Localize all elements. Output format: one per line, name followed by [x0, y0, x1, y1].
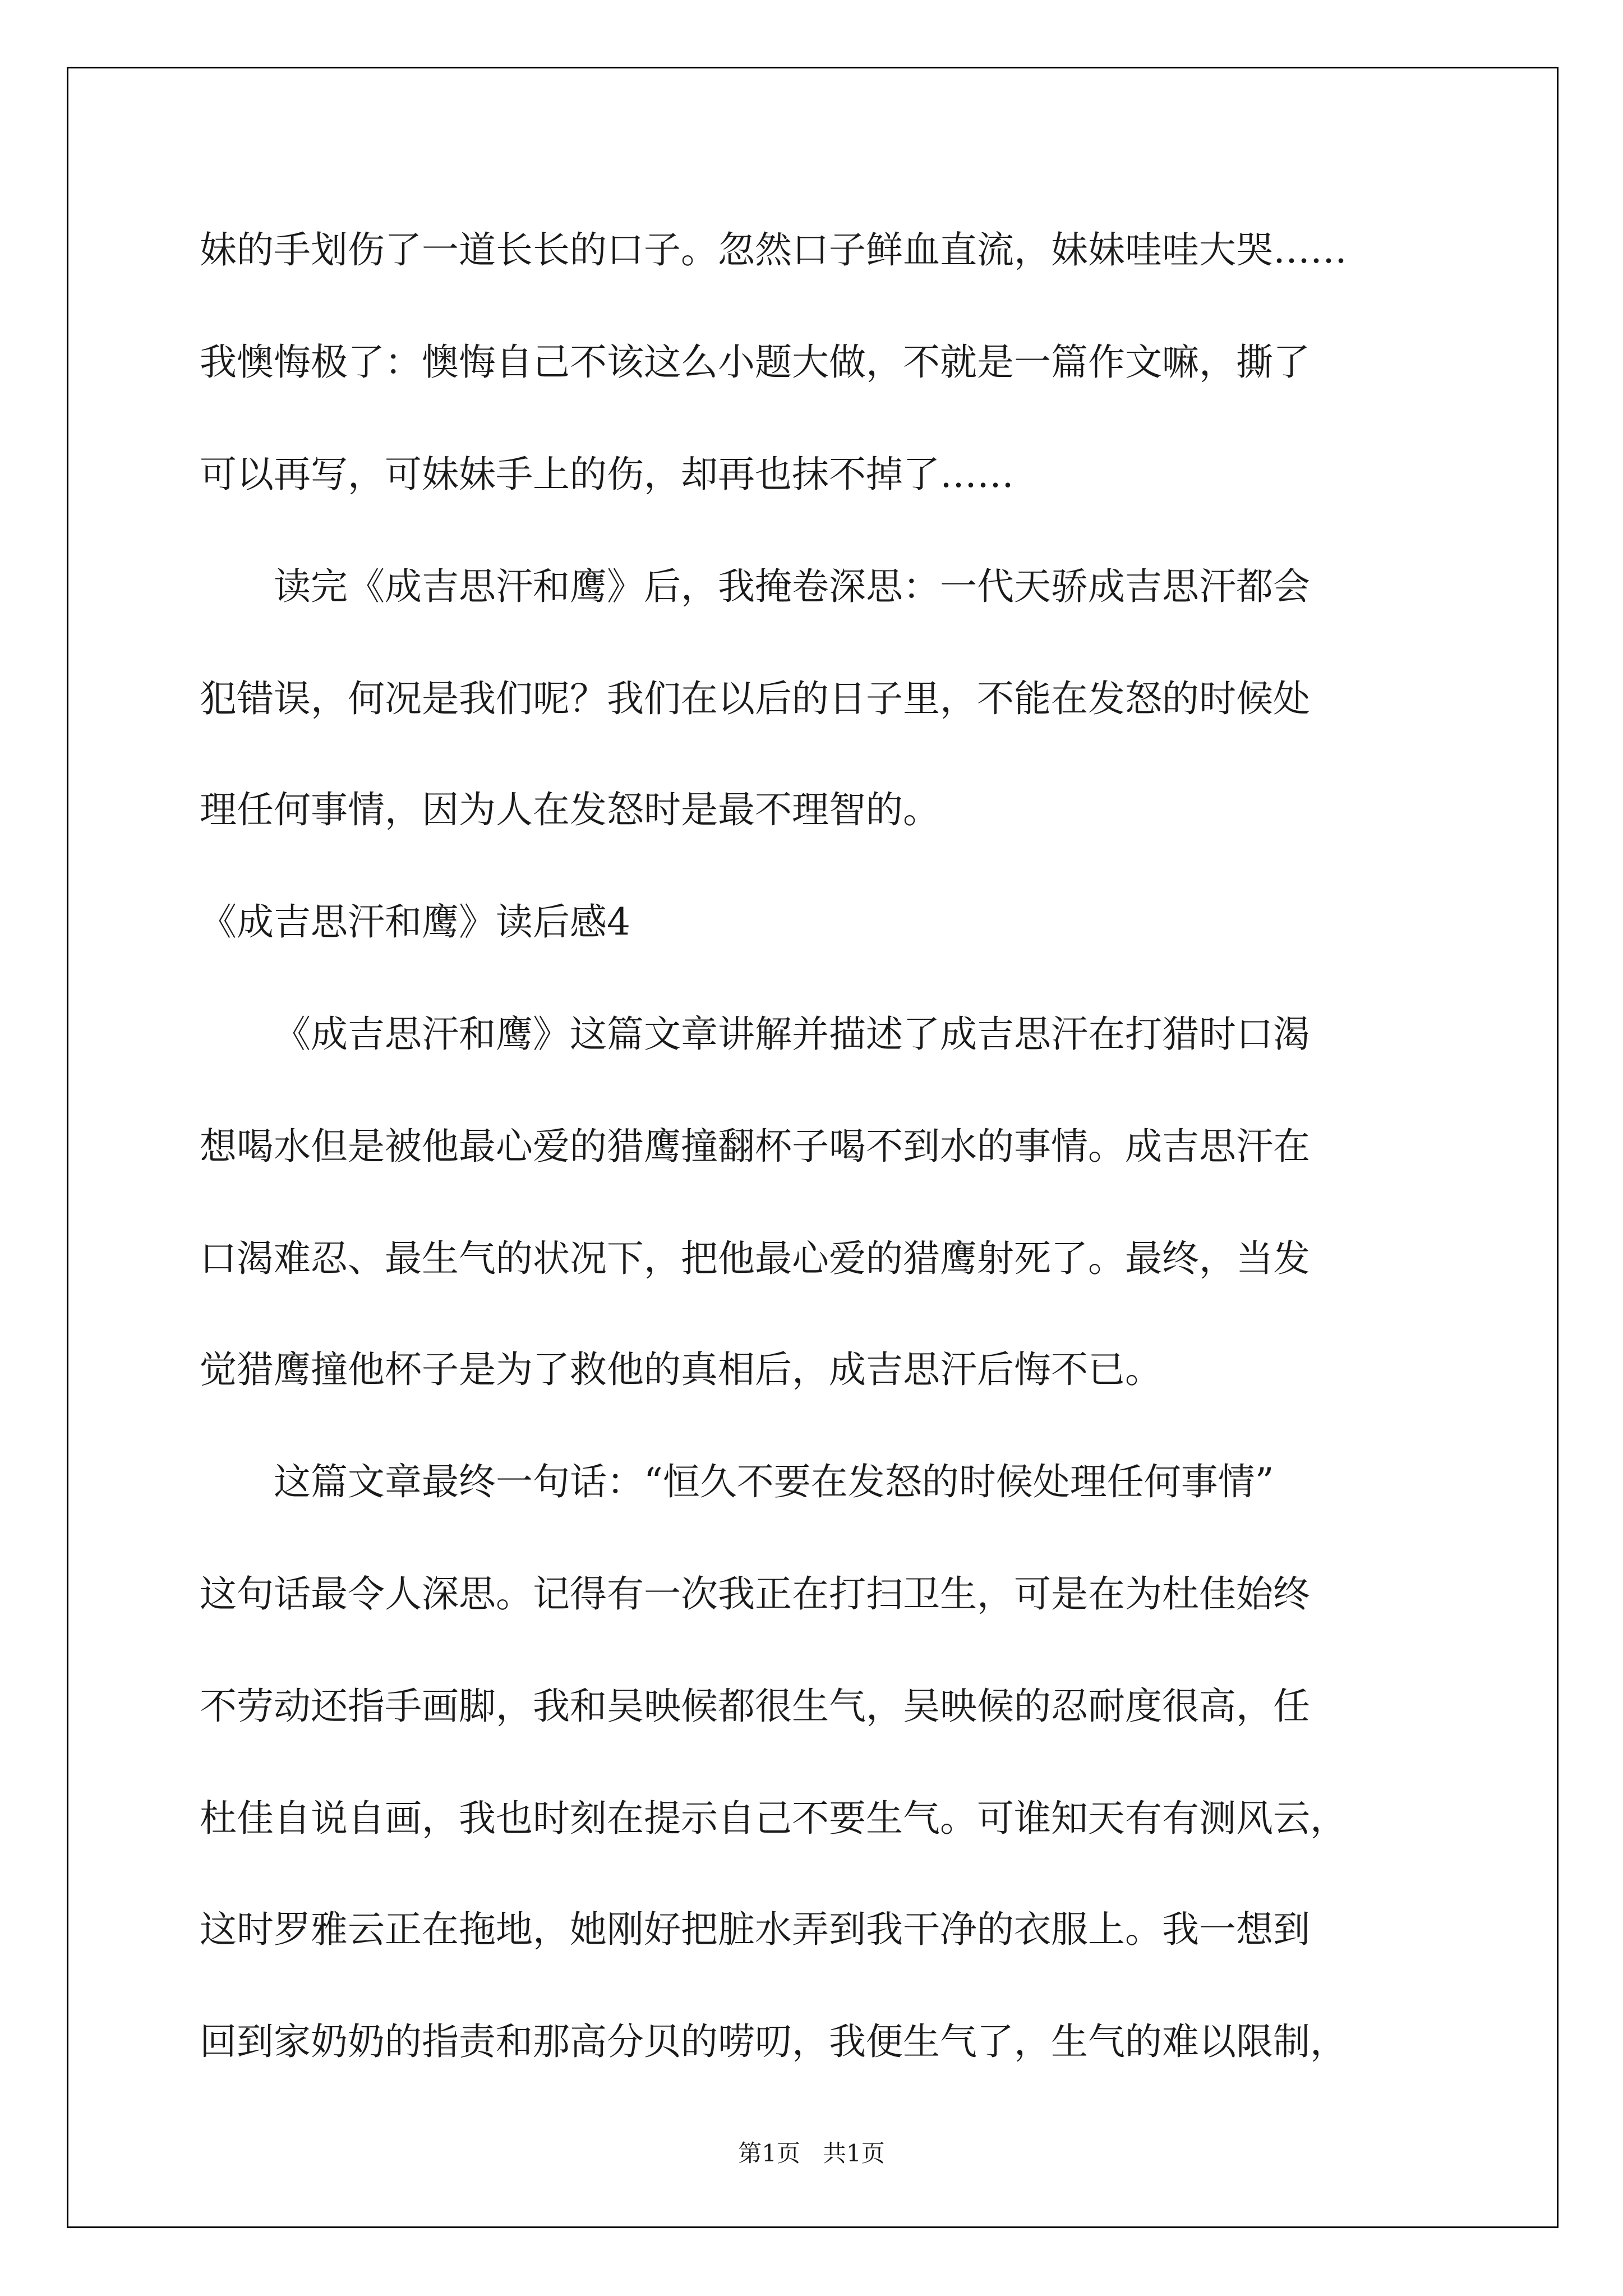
section-heading: 《成吉思汗和鹰》读后感4: [200, 900, 630, 944]
paragraph-line: 妹的手划伤了一道长长的口子。忽然口子鲜血直流，妹妹哇哇大哭……: [200, 228, 1347, 272]
paragraph-line: 回到家奶奶的指责和那高分贝的唠叨，我便生气了，生气的难以限制，: [200, 2020, 1347, 2063]
paragraph-line: 理任何事情，因为人在发怒时是最不理智的。: [200, 788, 940, 831]
paragraph-line: 觉猎鹰撞他杯子是为了救他的真相后，成吉思汗后悔不已。: [200, 1348, 1162, 1391]
paragraph-line: 读完《成吉思汗和鹰》后，我掩卷深思：一代天骄成吉思汗都会: [274, 565, 1310, 608]
paragraph-line: 可以再写，可妹妹手上的伤，却再也抹不掉了……: [200, 453, 1014, 496]
paragraph-line: 这篇文章最终一句话：“恒久不要在发怒的时候处理任何事情”: [274, 1460, 1274, 1503]
paragraph-line: 我懊悔极了：懊悔自己不该这么小题大做，不就是一篇作文嘛，撕了: [200, 341, 1310, 384]
paragraph-line: 想喝水但是被他最心爱的猎鹰撞翻杯子喝不到水的事情。成吉思汗在: [200, 1125, 1310, 1168]
paragraph-line: 《成吉思汗和鹰》这篇文章讲解并描述了成吉思汗在打猎时口渴: [274, 1013, 1310, 1056]
paragraph-line: 口渴难忍、最生气的状况下，把他最心爱的猎鹰射死了。最终，当发: [200, 1237, 1310, 1280]
page-number-footer: 第1页 共1页: [738, 2139, 885, 2167]
paragraph-line: 不劳动还指手画脚，我和吴映候都很生气，吴映候的忍耐度很高，任: [200, 1685, 1310, 1728]
paragraph-line: 杜佳自说自画，我也时刻在提示自己不要生气。可谁知天有有测风云，: [200, 1797, 1347, 1840]
paragraph-line: 这时罗雅云正在拖地，她刚好把脏水弄到我干净的衣服上。我一想到: [200, 1908, 1310, 1951]
paragraph-line: 这句话最令人深思。记得有一次我正在打扫卫生，可是在为杜佳始终: [200, 1572, 1310, 1616]
paragraph-line: 犯错误，何况是我们呢？我们在以后的日子里，不能在发怒的时候处: [200, 677, 1310, 720]
